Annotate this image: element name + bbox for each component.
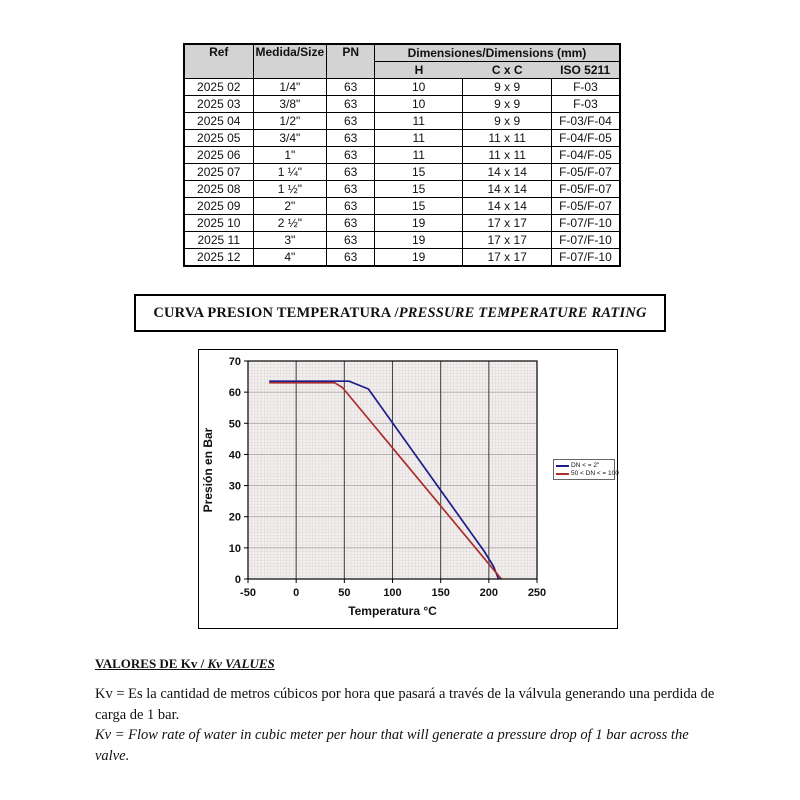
table-cell: 10 bbox=[375, 96, 463, 113]
table-cell: 1/2" bbox=[253, 113, 327, 130]
table-row bbox=[184, 113, 620, 130]
svg-text:150: 150 bbox=[431, 587, 450, 599]
table-cell: 2025 08 bbox=[184, 181, 253, 198]
svg-text:50: 50 bbox=[228, 418, 241, 431]
table-cell: 63 bbox=[327, 181, 375, 198]
svg-text:40: 40 bbox=[228, 449, 241, 462]
table-cell: F-04/F-05 bbox=[552, 130, 620, 147]
table-cell: 17 x 17 bbox=[463, 249, 552, 267]
col-header-h: H bbox=[375, 62, 463, 79]
kv-text-english: Kv = Flow rate of water in cubic meter per hour that will generate a pressure drop of 1 bar across the valve. bbox=[95, 727, 689, 764]
pressure-temperature-chart bbox=[198, 349, 618, 629]
table-cell: F-04/F-05 bbox=[552, 147, 620, 164]
table-cell: F-03 bbox=[552, 96, 620, 113]
table-cell: F-07/F-10 bbox=[552, 232, 620, 249]
legend-line-swatch bbox=[556, 473, 569, 475]
legend-line-swatch bbox=[556, 465, 569, 467]
table-cell: F-05/F-07 bbox=[552, 198, 620, 215]
table-row bbox=[184, 164, 620, 181]
table-row bbox=[184, 232, 620, 249]
kv-text-spanish: Kv = Es la cantidad de metros cúbicos por hora que pasará a través de la válvula generando una perdida de carga de 1 bar. bbox=[95, 686, 715, 723]
table-cell: 19 bbox=[375, 249, 463, 267]
svg-text:250: 250 bbox=[527, 587, 547, 599]
table-cell: 2025 03 bbox=[184, 96, 253, 113]
svg-text:-50: -50 bbox=[240, 587, 256, 599]
table-cell: 3/4" bbox=[253, 130, 327, 147]
col-header-iso5211: ISO 5211 bbox=[552, 62, 620, 79]
table-cell: 63 bbox=[327, 147, 375, 164]
table-cell: 2025 05 bbox=[184, 130, 253, 147]
dimensions-table bbox=[183, 43, 621, 267]
table-cell: 11 bbox=[375, 113, 463, 130]
table-row bbox=[184, 79, 620, 96]
svg-text:60: 60 bbox=[228, 387, 241, 400]
svg-text:200: 200 bbox=[479, 587, 499, 599]
table-cell: 63 bbox=[327, 113, 375, 130]
table-cell: 9 x 9 bbox=[463, 79, 552, 96]
table-cell: 11 bbox=[375, 130, 463, 147]
table-row bbox=[184, 249, 620, 267]
col-header-ref: Ref bbox=[184, 44, 253, 79]
col-header-size: Medida/Size bbox=[253, 44, 327, 79]
table-cell: 2025 11 bbox=[184, 232, 253, 249]
table-cell: 17 x 17 bbox=[463, 232, 552, 249]
table-cell: 2025 02 bbox=[184, 79, 253, 96]
table-cell: 63 bbox=[327, 215, 375, 232]
table-cell: 63 bbox=[327, 96, 375, 113]
table-cell: 9 x 9 bbox=[463, 96, 552, 113]
table-cell: 11 x 11 bbox=[463, 147, 552, 164]
legend-label: 50 < DN < = 100 bbox=[571, 470, 619, 477]
table-row bbox=[184, 147, 620, 164]
legend-entry bbox=[556, 470, 619, 478]
table-cell: 2" bbox=[253, 198, 327, 215]
table-header bbox=[184, 44, 620, 79]
table-cell: 15 bbox=[375, 164, 463, 181]
table-cell: 63 bbox=[327, 232, 375, 249]
table-cell: 1 ¼" bbox=[253, 164, 327, 181]
table-cell: 2025 07 bbox=[184, 164, 253, 181]
y-axis-title: Presión en Bar bbox=[201, 427, 215, 513]
table-cell: F-07/F-10 bbox=[552, 249, 620, 267]
table-cell: F-07/F-10 bbox=[552, 215, 620, 232]
kv-values-section bbox=[95, 656, 723, 766]
banner-title-es: CURVA PRESION TEMPERATURA / bbox=[153, 304, 399, 321]
col-header-dimensions-group: Dimensiones/Dimensions (mm) bbox=[375, 44, 620, 62]
table-cell: 3/8" bbox=[253, 96, 327, 113]
svg-text:20: 20 bbox=[228, 511, 241, 524]
table-cell: 4" bbox=[253, 249, 327, 267]
table-cell: 15 bbox=[375, 181, 463, 198]
section-title-banner bbox=[134, 294, 666, 332]
table-cell: 1" bbox=[253, 147, 327, 164]
svg-text:0: 0 bbox=[234, 574, 241, 586]
svg-text:30: 30 bbox=[228, 480, 241, 493]
table-cell: 11 x 11 bbox=[463, 130, 552, 147]
table-row bbox=[184, 96, 620, 113]
kv-heading-en: Kv VALUES bbox=[207, 656, 275, 671]
table-cell: F-03/F-04 bbox=[552, 113, 620, 130]
svg-text:70: 70 bbox=[228, 356, 241, 368]
table-row bbox=[184, 215, 620, 232]
table-cell: 14 x 14 bbox=[463, 198, 552, 215]
table-cell: 11 bbox=[375, 147, 463, 164]
table-cell: 10 bbox=[375, 79, 463, 96]
table-body bbox=[184, 79, 620, 267]
kv-body-text bbox=[95, 684, 723, 766]
chart-legend bbox=[553, 459, 619, 480]
svg-text:10: 10 bbox=[228, 542, 241, 555]
table-cell: 63 bbox=[327, 198, 375, 215]
table-cell: 19 bbox=[375, 232, 463, 249]
table-cell: 14 x 14 bbox=[463, 181, 552, 198]
table-cell: 63 bbox=[327, 249, 375, 267]
table-cell: 15 bbox=[375, 198, 463, 215]
banner-title-en: PRESSURE TEMPERATURE RATING bbox=[398, 304, 647, 321]
kv-heading-es: VALORES DE Kv / bbox=[95, 656, 208, 671]
table-row bbox=[184, 198, 620, 215]
table-cell: 2025 10 bbox=[184, 215, 253, 232]
table-cell: F-05/F-07 bbox=[552, 164, 620, 181]
table-cell: 2025 09 bbox=[184, 198, 253, 215]
table-cell: 63 bbox=[327, 164, 375, 181]
kv-heading bbox=[95, 656, 723, 672]
table-cell: 1/4" bbox=[253, 79, 327, 96]
table-row bbox=[184, 130, 620, 147]
table-cell: 14 x 14 bbox=[463, 164, 552, 181]
table-cell: 3" bbox=[253, 232, 327, 249]
chart-plot bbox=[199, 350, 617, 627]
table-cell: 9 x 9 bbox=[463, 113, 552, 130]
svg-text:100: 100 bbox=[383, 587, 402, 599]
svg-text:0: 0 bbox=[293, 587, 300, 599]
legend-label: DN < = 2" bbox=[571, 462, 600, 469]
table-cell: 2025 12 bbox=[184, 249, 253, 267]
table-cell: 2025 06 bbox=[184, 147, 253, 164]
table-cell: 19 bbox=[375, 215, 463, 232]
table-cell: 63 bbox=[327, 79, 375, 96]
table-row bbox=[184, 181, 620, 198]
x-axis-title: Temperatura °C bbox=[348, 604, 437, 618]
table-cell: 2025 04 bbox=[184, 113, 253, 130]
table-cell: 1 ½" bbox=[253, 181, 327, 198]
table-cell: 63 bbox=[327, 130, 375, 147]
table-cell: F-05/F-07 bbox=[552, 181, 620, 198]
table-cell: 2 ½" bbox=[253, 215, 327, 232]
col-header-pn: PN bbox=[327, 44, 375, 79]
col-header-cxc: C x C bbox=[463, 62, 552, 79]
legend-entry bbox=[556, 462, 612, 470]
table-cell: F-03 bbox=[552, 79, 620, 96]
svg-text:50: 50 bbox=[338, 587, 351, 599]
table-cell: 17 x 17 bbox=[463, 215, 552, 232]
